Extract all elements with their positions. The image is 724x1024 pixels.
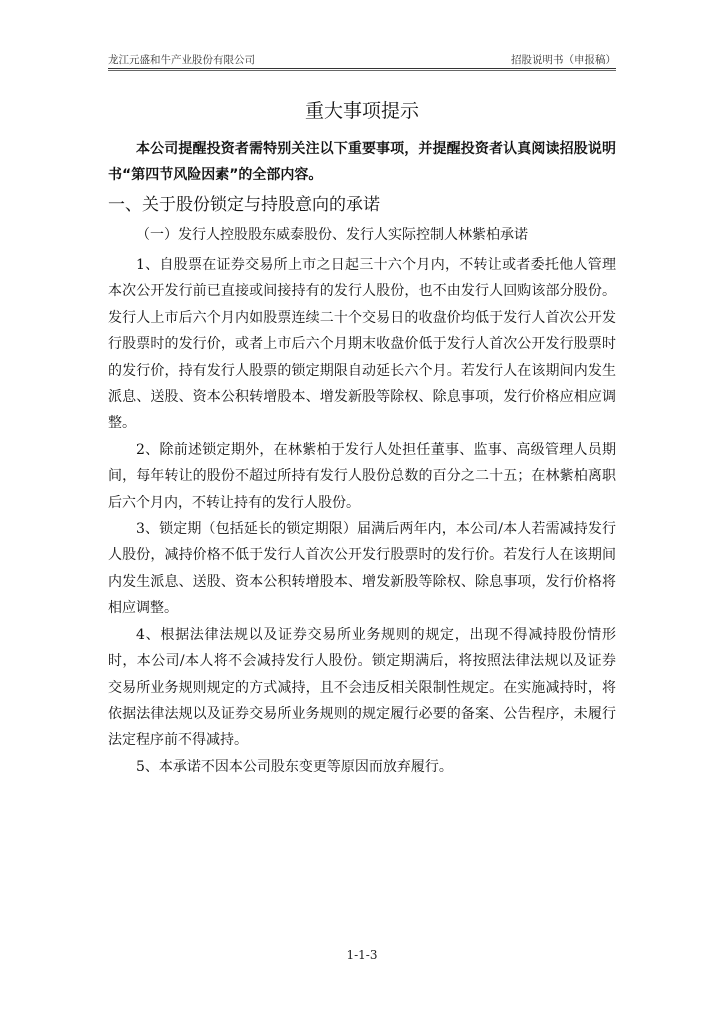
paragraph-4: 4、根据法律法规以及证券交易所业务规则的规定，出现不得减持股份情形时，本公司/本人将不会减持发行人股份。锁定期满后，将按照法律法规以及证券交易所业务规则规定的方式减持，且不会违反相关限制性规定。在实施减持时，将依据法律法规以及证券交易所业务规则的规定履行必要的备案、公告程序，未履行法定程序前不得减持。 <box>108 626 616 749</box>
paragraph-3: 3、锁定期（包括延长的锁定期限）届满后两年内，本公司/本人若需减持发行人股份，减持价格不低于发行人首次公开发行股票时的发行价。若发行人在该期间内发生派息、送股、资本公积转增股本、增发新股等除权、除息事项，发行价格将相应调整。 <box>108 521 616 617</box>
header-rule <box>108 68 616 69</box>
header-rule-thin <box>108 70 616 71</box>
page-title: 重大事项提示 <box>304 100 419 122</box>
intro-paragraph: 本公司提醒投资者需特别关注以下重要事项，并提醒投资者认真阅读招股说明书“第四节风险因素”的全部内容。 <box>108 141 616 183</box>
page-number: 1-1-3 <box>346 948 378 962</box>
subsection-heading: （一）发行人控股股东威泰股份、发行人实际控制人林紫柏承诺 <box>136 227 528 243</box>
header-document-type: 招股说明书（申报稿） <box>511 54 616 66</box>
paragraph-2: 2、除前述锁定期外，在林紫柏于发行人处担任董事、监事、高级管理人员期间，每年转让的股份不超过所持有发行人股份总数的百分之二十五；在林紫柏离职后六个月内，不转让持有的发行人股份。 <box>108 441 616 511</box>
paragraph-1: 1、自股票在证券交易所上市之日起三十六个月内，不转让或者委托他人管理本次公开发行前已直接或间接持有的发行人股份，也不由发行人回购该部分股份。发行人上市后六个月内如股票连续二十个交易日的收盘价均低于发行人首次公开发行股票时的发行价，或者上市后六个月期末收盘价低于发行人首次公开发行股票时的发行价，持有发行人股票的锁定期限自动延长六个月。若发行人在该期间内发生派息、送股、资本公积转增股本、增发新股等除权、除息事项，发行价格应相应调整。 <box>108 257 616 432</box>
section-heading: 一、关于股份锁定与持股意向的承诺 <box>108 195 380 215</box>
page-header <box>108 50 616 68</box>
header-company-name: 龙江元盛和牛产业股份有限公司 <box>108 54 255 66</box>
paragraph-5: 5、本承诺不因本公司股东变更等原因而放弃履行。 <box>136 758 453 775</box>
document-body <box>108 136 616 780</box>
